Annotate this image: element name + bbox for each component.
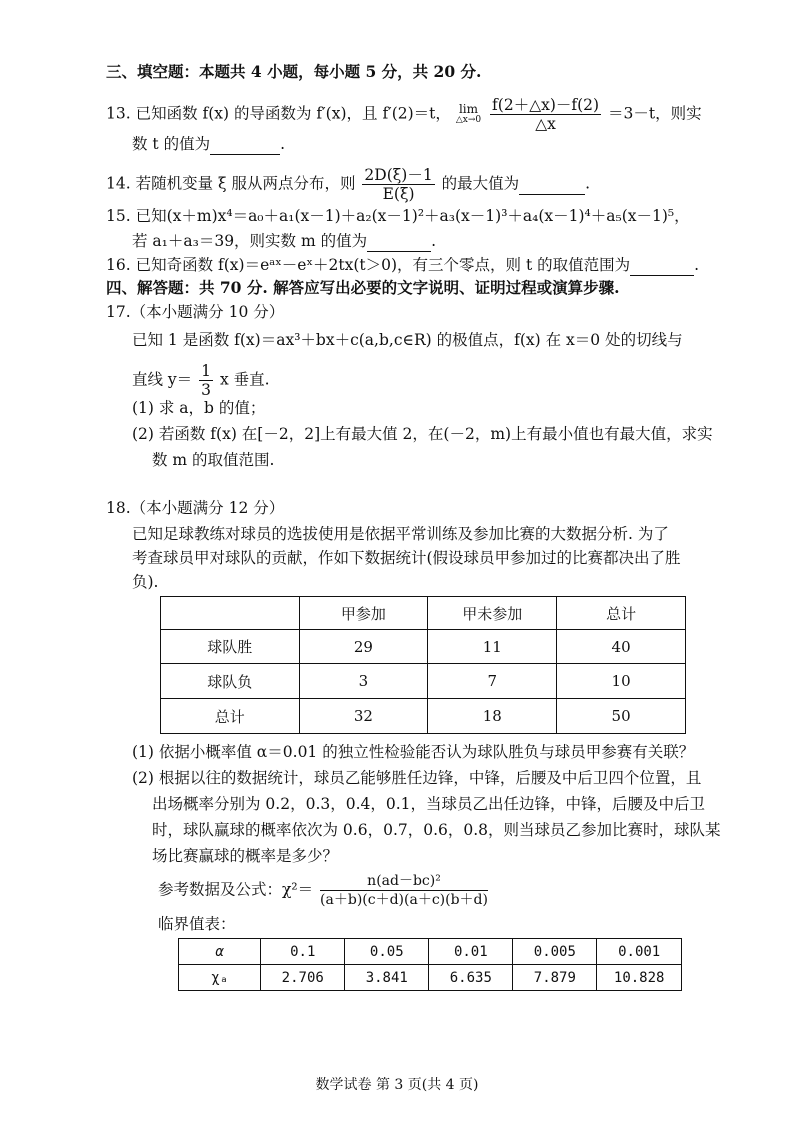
question-15-line1: 15. 已知(x＋m)x⁴＝a₀＋a₁(x－1)＋a₂(x－1)²＋a₃(x－1)³＋a₄(x－1)⁴＋a₅(x－1)⁵， [106, 207, 690, 225]
q16-text: 16. 已知奇函数 f(x)＝eᵃˣ－eˣ＋2tx(t＞0)，有三个零点，则 t 的取值范围为 [106, 256, 631, 274]
q18-part1: (1) 依据小概率值 α＝0.01 的独立性检验能否认为球队胜负与球员甲参赛有关联？ [132, 743, 695, 761]
q17-fraction [199, 362, 213, 399]
q14-text-b: 的最大值为 [441, 174, 520, 193]
contingency-table [160, 596, 686, 734]
q13-lim-sub: △x→0 [455, 114, 482, 125]
q18-part2-1: (2) 根据以往的数据统计，球员乙能够胜任边锋，中锋，后腰及中后卫四个位置，且 [132, 769, 702, 787]
q14-answer-blank [519, 174, 585, 195]
q17-part1: (1) 求 a，b 的值； [132, 399, 266, 417]
section-3-title: 三、填空题：本题共 4 小题，每小题 5 分，共 20 分. [106, 62, 482, 81]
table-cell: 球队胜 [161, 630, 300, 664]
q13-text-b: ＝3－t，则实 [608, 104, 702, 123]
q18-header: 18.（本小题满分 12 分） [106, 499, 285, 517]
q13-frac-den: △x [535, 115, 556, 133]
table-cell: 10.828 [597, 965, 682, 991]
table-cell: 7.879 [513, 965, 597, 991]
table-cell: 6.635 [429, 965, 513, 991]
q13-lim-label: lim [458, 101, 478, 116]
q13-line2-text: 数 t 的值为 [132, 135, 211, 153]
table-row [179, 965, 682, 991]
q14-fraction [362, 166, 434, 203]
table-cell: 0.01 [429, 939, 513, 965]
q14-end: . [585, 174, 591, 193]
question-16 [106, 255, 699, 276]
q17-line2-a: 直线 y＝ [132, 370, 193, 389]
table-cell: 11 [428, 630, 557, 664]
q13-fraction [490, 96, 601, 133]
q13-line2-end: . [280, 135, 286, 153]
table-cell: 2.706 [261, 965, 345, 991]
table-row [179, 939, 682, 965]
table-cell: 0.1 [261, 939, 345, 965]
table-cell: 40 [557, 630, 686, 664]
q18-part2-3: 时，球队赢球的概率依次为 0.6，0.7，0.6，0.8，则当球员乙参加比赛时，球队某 [152, 821, 721, 839]
q14-frac-num: 2D(ξ)－1 [364, 166, 433, 184]
table-header-cell: 总计 [557, 597, 686, 630]
table-cell: 球队负 [161, 664, 300, 699]
q17-frac-num: 1 [201, 362, 211, 380]
table-header-row [161, 597, 686, 630]
table-cell: 3.841 [345, 965, 429, 991]
q15-line2-end: . [431, 232, 437, 250]
chi-square-den: (a＋b)(c＋d)(a＋c)(b＋d) [320, 892, 488, 908]
question-13 [106, 96, 702, 133]
q18-intro-3: 负). [132, 573, 159, 591]
q13-limit [455, 101, 482, 126]
q17-header: 17.（本小题满分 10 分） [106, 303, 285, 321]
table-row [161, 699, 686, 734]
table-cell: 18 [428, 699, 557, 734]
table-cell: 50 [557, 699, 686, 734]
table-cell: 7 [428, 664, 557, 699]
table-header-cell [161, 597, 300, 630]
q18-reference-formula [158, 872, 490, 909]
chi-label-cell: χₐ [179, 965, 261, 991]
table-cell: 32 [299, 699, 428, 734]
section-4-title: 四、解答题：共 70 分. 解答应写出必要的文字说明、证明过程或演算步骤. [106, 278, 620, 297]
question-13-line2 [132, 134, 285, 155]
question-14 [106, 166, 590, 203]
q16-answer-blank [630, 255, 694, 276]
q18-intro-1: 已知足球教练对球员的选拔使用是依据平常训练及参加比赛的大数据分析. 为了 [132, 525, 669, 543]
question-15-line2 [132, 231, 436, 252]
q14-frac-den: E(ξ) [382, 185, 415, 203]
q16-end: . [694, 256, 700, 274]
q17-frac-den: 3 [201, 381, 211, 399]
table-cell: 0.005 [513, 939, 597, 965]
table-header-cell: 甲参加 [299, 597, 428, 630]
critical-value-table [178, 938, 682, 991]
table-cell: 29 [299, 630, 428, 664]
q18-intro-2: 考查球员甲对球队的贡献，作如下数据统计(假设球员甲参加过的比赛都决出了胜 [132, 549, 681, 567]
q17-part2-a: (2) 若函数 f(x) 在[－2，2]上有最大值 2，在(－2，m)上有最小值也有最大值，求实 [132, 425, 713, 443]
table-cell: 0.05 [345, 939, 429, 965]
page-footer: 数学试卷 第 3 页(共 4 页) [315, 1077, 479, 1093]
table-header-cell: 甲未参加 [428, 597, 557, 630]
table-cell: 3 [299, 664, 428, 699]
q17-part2-b: 数 m 的取值范围. [152, 451, 275, 469]
q17-line1: 已知 1 是函数 f(x)＝ax³＋bx＋c(a,b,c∈R) 的极值点，f(x) 在 x＝0 处的切线与 [132, 331, 683, 349]
table-cell: 0.001 [597, 939, 682, 965]
table-row [161, 630, 686, 664]
table-cell: 总计 [161, 699, 300, 734]
chi-square-num: n(ad－bc)² [320, 872, 488, 891]
q18-part2-4: 场比赛赢球的概率是多少？ [152, 847, 339, 865]
table-cell: 10 [557, 664, 686, 699]
q15-answer-blank [367, 231, 431, 252]
q14-text-a: 14. 若随机变量 ξ 服从两点分布，则 [106, 174, 356, 193]
alpha-label-cell: α [179, 939, 261, 965]
q17-line2 [132, 362, 270, 399]
q13-text-a: 13. 已知函数 f(x) 的导函数为 f′(x)，且 f′(2)＝t， [106, 104, 451, 123]
table-row [161, 664, 686, 699]
q13-frac-num: f(2＋△x)－f(2) [492, 96, 600, 114]
q13-answer-blank [210, 134, 280, 155]
q17-line2-b: x 垂直. [219, 370, 270, 389]
q18-part2-2: 出场概率分别为 0.2，0.3，0.4，0.1，当球员乙出任边锋，中锋，后腰及中后卫 [152, 795, 706, 813]
q15-line2-text: 若 a₁＋a₃＝39，则实数 m 的值为 [132, 232, 368, 250]
chi-square-fraction [320, 872, 488, 909]
q18-ref-label: 参考数据及公式：χ²＝ [158, 880, 314, 899]
critical-value-label: 临界值表： [158, 915, 236, 933]
